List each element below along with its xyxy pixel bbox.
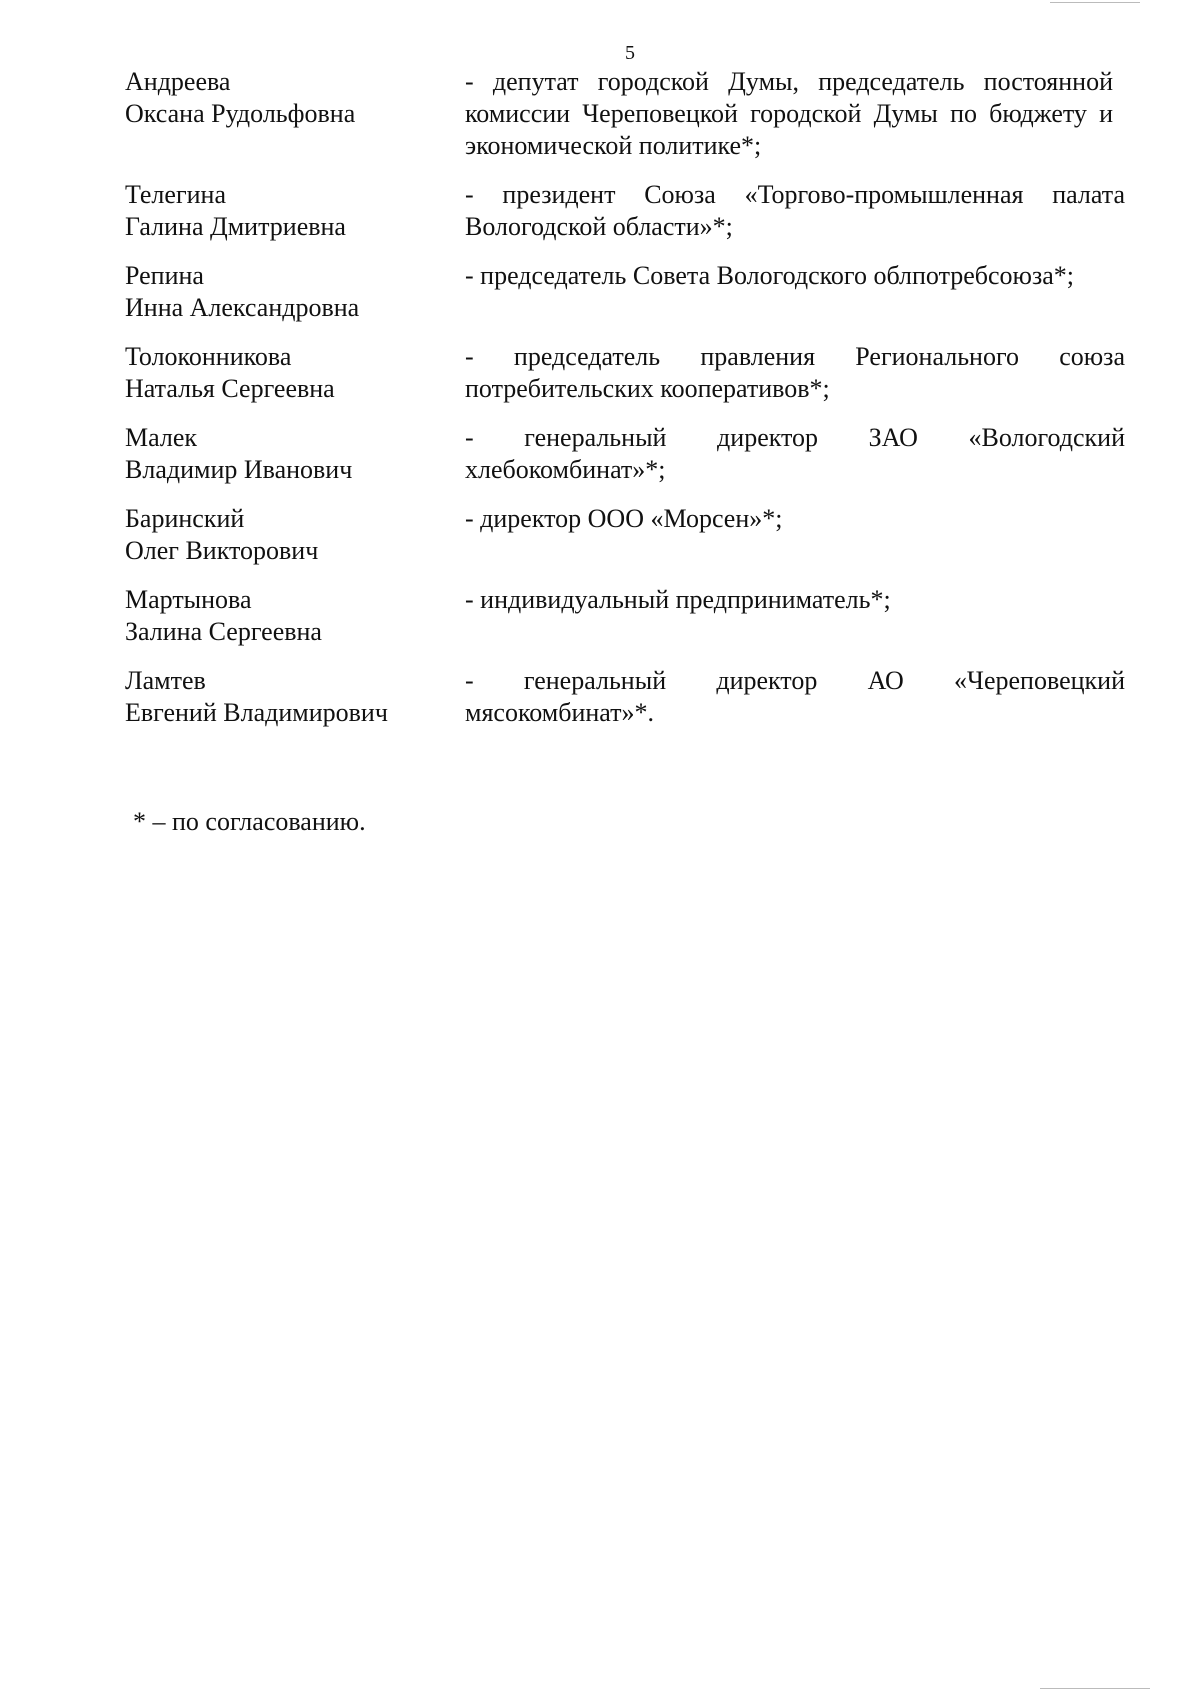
member-row [125, 665, 1125, 729]
member-surname: Телегина [125, 180, 226, 209]
member-surname: Толоконникова [125, 342, 292, 371]
member-given-names: Инна Александровна [125, 293, 360, 322]
member-position: - председатель Совета Вологодского облпотребсоюза*; [465, 261, 1075, 290]
member-row [125, 260, 1125, 324]
member-surname: Малек [125, 423, 198, 452]
member-given-names: Наталья Сергеевна [125, 374, 335, 403]
member-given-names: Евгений Владимирович [125, 698, 388, 727]
member-row [125, 584, 1125, 648]
member-given-names: Олег Викторович [125, 536, 319, 565]
member-name [125, 422, 465, 486]
member-position: - генеральный директор ЗАО «Вологодский хлебокомбинат»*; [465, 423, 1125, 484]
member-surname: Мартынова [125, 585, 252, 614]
member-surname: Репина [125, 261, 204, 290]
footnote: * – по согласованию. [133, 807, 366, 836]
member-given-names: Оксана Рудольфовна [125, 99, 356, 128]
member-row [125, 422, 1125, 486]
member-name [125, 179, 465, 243]
member-position: - председатель правления Регионального союза потребительских кооперативов*; [465, 342, 1125, 403]
member-surname: Ламтев [125, 666, 206, 695]
member-name [125, 665, 465, 729]
member-name [125, 341, 465, 405]
member-position: - генеральный директор АО «Череповецкий мясокомбинат»*. [465, 666, 1125, 727]
member-surname: Андреева [125, 67, 231, 96]
member-row [125, 503, 1125, 567]
member-given-names: Галина Дмитриевна [125, 212, 346, 241]
member-row [125, 66, 1125, 162]
member-name [125, 503, 465, 567]
scan-edge-mark [1050, 2, 1140, 3]
member-name [125, 66, 465, 162]
member-row [125, 179, 1125, 243]
member-position: - индивидуальный предприниматель*; [465, 585, 891, 614]
scan-edge-mark [1040, 1688, 1150, 1689]
member-position: - директор ООО «Морсен»*; [465, 504, 783, 533]
member-row [125, 341, 1125, 405]
member-surname: Баринский [125, 504, 245, 533]
member-position: - президент Союза «Торгово-промышленная палата Вологодской области»*; [465, 180, 1125, 241]
members-list [125, 66, 1125, 746]
member-given-names: Залина Сергеевна [125, 617, 322, 646]
page-number: 5 [625, 42, 635, 64]
member-name [125, 584, 465, 648]
member-given-names: Владимир Иванович [125, 455, 353, 484]
member-name [125, 260, 465, 324]
member-position: - депутат городской Думы, председатель постоянной комиссии Череповецкой городской Думы по бюджету и экономической политике*; [465, 67, 1113, 160]
